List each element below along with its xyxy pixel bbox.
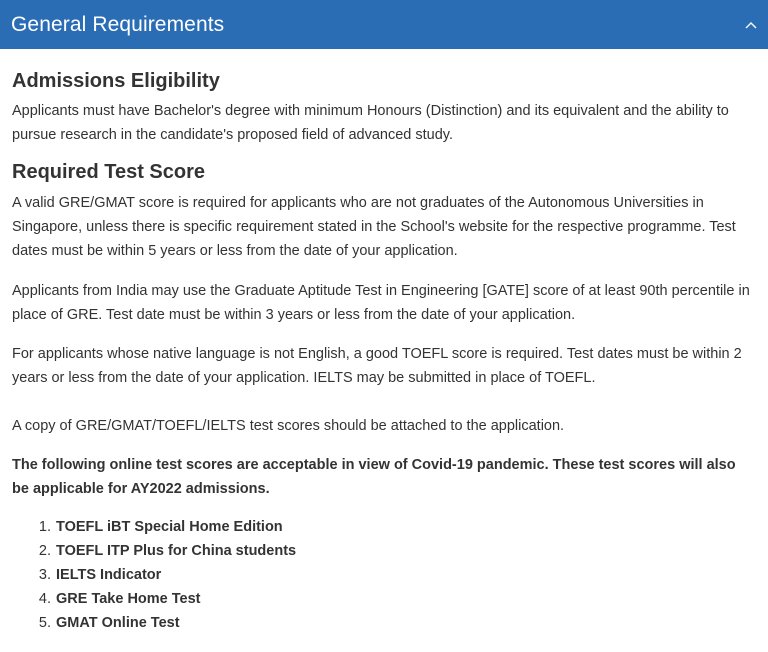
accordion-content [0,49,768,635]
test-name: GMAT [56,615,98,631]
test-name: TOEFL ITP Plus [56,543,164,559]
list-item [55,515,756,539]
test-edition: Indicator [96,567,162,583]
accordion-header-general-requirements[interactable] [0,0,768,49]
test-name: IELTS [56,567,97,583]
toefl-paragraph: For applicants whose native language is not English, a good TOEFL score is required. Test dates must be within 2 years or less from the date of your application. IELTS may be submitted in place of TOEFL. [12,346,742,386]
admissions-heading: Admissions Eligibility [12,70,220,92]
test-edition: Online Test [97,615,180,631]
test-edition: Take Home Test [87,591,201,607]
admissions-text: Applicants must have Bachelor's degree with minimum Honours (Distinction) and its equivalent and the ability to pursue research in the candidate's proposed field of advanced study. [12,103,729,143]
test-name: GRE [56,591,88,607]
online-tests-list [12,515,756,635]
chevron-up-icon[interactable] [744,18,758,32]
list-item [55,587,756,611]
list-item [55,611,756,635]
gate-paragraph: Applicants from India may use the Graduate Aptitude Test in Engineering [GATE] score of at least 90th percentile in place of GRE. Test date must be within 3 years or less from the date of your application. [12,283,750,323]
accordion-title: General Requirements [11,12,225,36]
list-item [55,563,756,587]
test-edition: Special Home Edition [130,519,283,535]
gre-gmat-paragraph: A valid GRE/GMAT score is required for applicants who are not graduates of the Autonomous Universities in Singapore, unless there is specific requirement stated in the School's website for the respective programme. Test dates must be within 5 years or less from the date of your application. [12,195,736,259]
list-item [55,539,756,563]
test-name: TOEFL iBT [56,519,131,535]
test-score-heading: Required Test Score [12,161,206,183]
test-edition: for China students [163,543,297,559]
attachment-paragraph: A copy of GRE/GMAT/TOEFL/IELTS test scores should be attached to the application. [12,418,565,434]
covid-note: The following online test scores are acceptable in view of Covid-19 pandemic. These test scores will also be applicable for AY2022 admissions. [12,457,736,497]
